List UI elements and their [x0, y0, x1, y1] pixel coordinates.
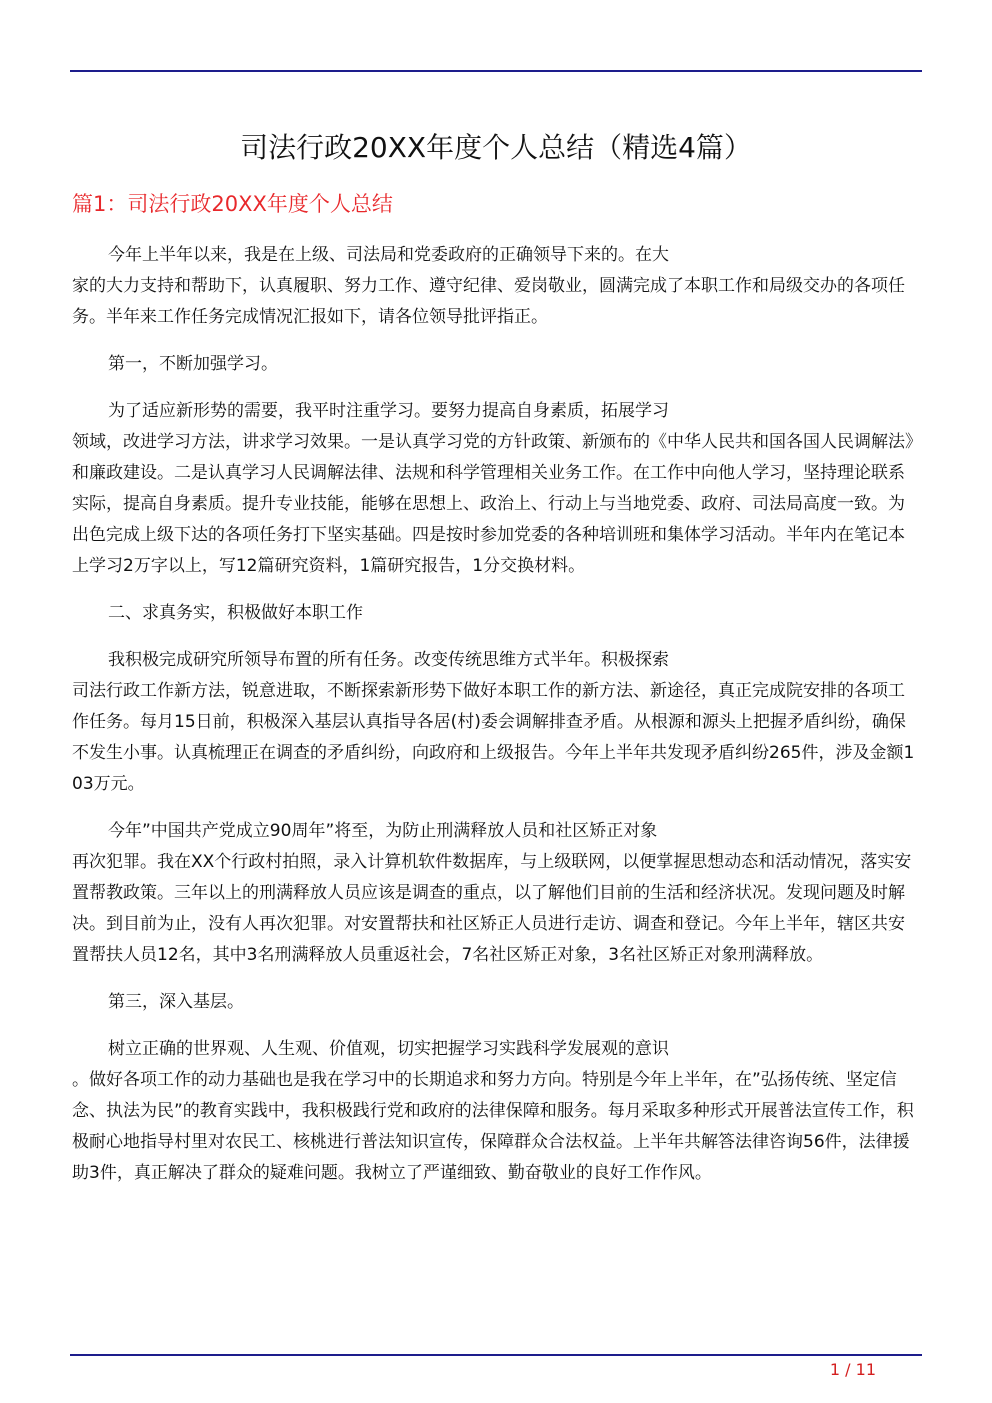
- document-body: [72, 240, 920, 1205]
- header-rule: [70, 70, 922, 72]
- paragraph-continuation: 再次犯罪。我在XX个行政村拍照，录入计算机软件数据库，与上级联网，以便掌握思想动态和活动情况，落实安置帮教政策。三年以上的刑满释放人员应该是调查的重点，以了解他们目前的生活和经济状况。发现问题及时解决。到目前为止，没有人再次犯罪。对安置帮扶和社区矫正人员进行走访、调查和登记。今年上半年，辖区共安置帮扶人员12名，其中3名刑满释放人员重返社会，7名社区矫正对象，3名社区矫正对象刑满释放。: [72, 852, 912, 965]
- paragraph-heading-grassroots: 第三，深入基层。: [108, 992, 244, 1012]
- paragraph-duty: [72, 645, 920, 800]
- footer-rule: [70, 1354, 922, 1356]
- paragraph-first-line: 今年”中国共产党成立90周年”将至，为防止刑满释放人员和社区矫正对象: [108, 821, 658, 841]
- paragraph-first-line: 为了适应新形势的需要，我平时注重学习。要努力提高自身素质，拓展学习: [108, 401, 669, 421]
- paragraph-continuation: 。做好各项工作的动力基础也是我在学习中的长期追求和努力方向。特别是今年上半年，在”弘扬传统、坚定信念、执法为民”的教育实践中，我积极践行党和政府的法律保障和服务。每月采取多种形式开展普法宣传工作，积极耐心地指导村里对农民工、核桃进行普法知识宣传，保障群众合法权益。上半年共解答法律咨询56件，法律援助3件，真正解决了群众的疑难问题。我树立了严谨细致、勤奋敬业的良好工作作风。: [72, 1070, 914, 1183]
- paragraph-first-line: 我积极完成研究所领导布置的所有任务。改变传统思维方式半年。积极探索: [108, 650, 669, 670]
- paragraph-continuation: 家的大力支持和帮助下，认真履职、努力工作、遵守纪律、爱岗敬业，圆满完成了本职工作和局级交办的各项任务。半年来工作任务完成情况汇报如下，请各位领导批评指正。: [72, 276, 905, 327]
- section-heading: 篇1：司法行政20XX年度个人总结: [72, 192, 393, 216]
- paragraph-first-line: 今年上半年以来，我是在上级、司法局和党委政府的正确领导下来的。在大: [108, 245, 669, 265]
- paragraph-study: [72, 396, 920, 582]
- paragraph-first-line: 树立正确的世界观、人生观、价值观，切实把握学习实践科学发展观的意识: [108, 1039, 669, 1059]
- page-number: 1 / 11: [829, 1360, 876, 1379]
- paragraph-continuation: 司法行政工作新方法，锐意进取，不断探索新形势下做好本职工作的新方法、新途径，真正完成院安排的各项工作任务。每月15日前，积极深入基层认真指导各居(村)委会调解排查矛盾。从根源和源头上把握矛盾纠纷，确保不发生小事。认真梳理正在调查的矛盾纠纷，向政府和上级报告。今年上半年共发现矛盾纠纷265件，涉及金额103万元。: [72, 681, 915, 794]
- paragraph-continuation: 领域，改进学习方法，讲求学习效果。一是认真学习党的方针政策、新颁布的《中华人民共和国各国人民调解法》和廉政建设。二是认真学习人民调解法律、法规和科学管理相关业务工作。在工作中向他人学习，坚持理论联系实际，提高自身素质。提升专业技能，能够在思想上、政治上、行动上与当地党委、政府、司法局高度一致。为出色完成上级下达的各项任务打下坚实基础。四是按时参加党委的各种培训班和集体学习活动。半年内在笔记本上学习2万字以上，写12篇研究资料，1篇研究报告，1分交换材料。: [72, 432, 914, 576]
- document-title: 司法行政20XX年度个人总结（精选4篇）: [240, 131, 752, 164]
- paragraph-heading-study: 第一，不断加强学习。: [108, 354, 278, 374]
- paragraph-grassroots: [72, 1034, 920, 1189]
- paragraph-correction: [72, 816, 920, 971]
- paragraph-intro: [72, 240, 920, 333]
- paragraph-heading-duty: 二、求真务实，积极做好本职工作: [108, 603, 363, 623]
